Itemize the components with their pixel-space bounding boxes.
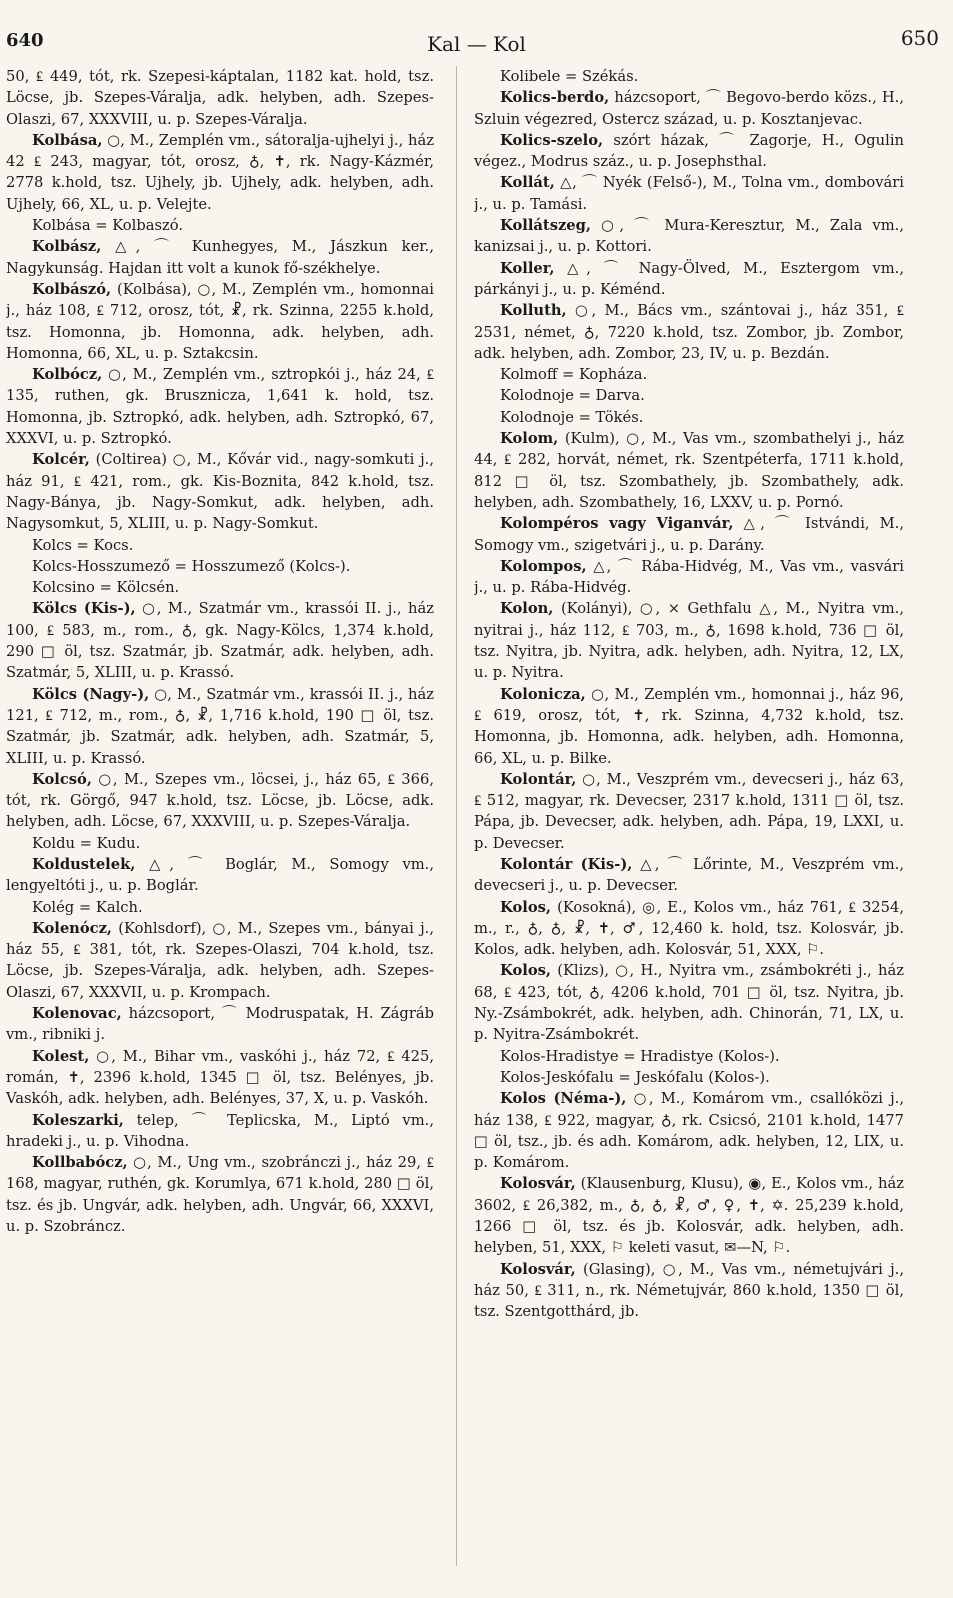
entry-headword: Kolontár (Kis-), [500,855,633,873]
gazetteer-entry [474,300,904,364]
gazetteer-entry [6,556,434,577]
entry-text: Kolos-Jeskófalu = Jeskófalu (Kolos-). [500,1068,770,1086]
gazetteer-entry [6,897,434,918]
gazetteer-entry [6,236,434,279]
entry-text: Kolbása = Kolbaszó. [32,217,184,235]
gazetteer-entry [6,1152,434,1237]
gazetteer-entry [474,258,904,301]
entry-headword: Kolosvár, [500,1175,576,1193]
entry-text: ○, ⌒ Mura-Keresztur, M., Zala vm., kanizsai j., u. p. Kottori. [474,217,904,256]
gazetteer-entry [6,918,434,1003]
page-number-left: 640 [6,30,44,51]
gazetteer-entry [474,215,904,258]
entry-text: Kolibele = Székás. [500,68,639,85]
entry-text: Kolmoff = Kopháza. [500,366,648,384]
entry-text: Kolodnoje = Tökés. [500,408,644,426]
entry-text: (Glasing), ○, M., Vas vm., németujvári j., ház 50, ₤ 311, n., rk. Németujvár, 860 k.hold, 1350 □ öl, tsz. Szentgotthárd, jb. [474,1260,904,1321]
entry-text: ○, M., Zemplén vm., homonnai j., ház 96, ₤ 619, orosz, tót, ✝, rk. Szinna, 4,732 k.hold, tsz. Homonna, jb. Homonna, adk. helyben, adh. Homonna, 66, XL, u. p. Bilke. [474,685,904,767]
entry-headword: Koleszarki, [32,1111,124,1129]
entry-headword: Kolbász, [32,238,102,256]
entry-text: 50, ₤ 449, tót, rk. Szepesi-káptalan, 1182 kat. hold, tsz. Löcse, jb. Szepes-Váralja, adk. helyben, adh. Szepes-Olaszi, 67, XXXVIII, u. p. Szepes-Váralja. [6,68,434,128]
entry-headword: Kolonicza, [500,685,586,703]
page-number-right: 650 [900,26,939,50]
entry-text: házcsoport, ⌒ Begovo-berdo közs., H., Szluin végezred, Ostercz század, u. p. Kosztanjevac. [474,89,904,128]
gazetteer-entry [474,684,904,769]
entry-text: telep, ⌒ Teplicska, M., Liptó vm., hradeki j., u. p. Vihodna. [6,1111,434,1150]
gazetteer-entry [6,769,434,833]
entry-text: △, ⌒ Kunhegyes, M., Jászkun ker., Nagykunság. Hajdan itt volt a kunok fő-székhelye. [6,238,434,277]
entry-text: (Kulm), ○, M., Vas vm., szombathelyi j., ház 44, ₤ 282, horvát, német, rk. Szentpéterfa, 1711 k.hold, 812 □ öl, tsz. Szombathely, jb. Szombathely, adk. helyben, adh. Szombathely, 16, LXXV, u. p. Pornó. [474,430,904,511]
gazetteer-entry [474,1067,904,1088]
gazetteer-entry [474,513,904,556]
gazetteer-entry [6,684,434,769]
entry-text: (Kolbása), ○, M., Zemplén vm., homonnai j., ház 108, ₤ 712, orosz, tót, ☧, rk. Szinna, 2255 k.hold, tsz. Homonna, jb. Homonna, adk. helyben, adh. Homonna, 66, XL, u. p. Sztakcsin. [6,280,434,362]
entry-headword: Kölcs (Kis-), [32,600,136,618]
entry-text: ○, M., Szatmár vm., krassói II. j., ház 100, ₤ 583, m., rom., ♁, gk. Nagy-Kölcs, 1,374 k.hold, 290 □ öl, tsz. Szatmár, jb. Szatmár, adk. helyben, adh. Szatmár, 5, XLIII, u. p. Krassó. [6,600,434,682]
gazetteer-entry [6,279,434,364]
entry-text: Kolos-Hradistye = Hradistye (Kolos-). [500,1047,780,1065]
gazetteer-entry [6,854,434,897]
entry-text: ○, M., Bács vm., szántovai j., ház 351, ₤ 2531, német, ♁, 7220 k.hold, tsz. Zombor, jb. Zombor, adk. helyben, adh. Zombor, 23, IV, u. p. Bezdán. [474,302,904,362]
entry-text: Kolodnoje = Darva. [500,387,645,405]
entry-headword: Kolom, [500,430,559,448]
gazetteer-entry [6,1046,434,1110]
gazetteer-entry [6,364,434,449]
entry-text: ○, M., Zemplén vm., sztropkói j., ház 24, ₤ 135, ruthen, gk. Brusznicza, 1,641 k. hold, tsz. Homonna, jb. Sztropkó, adk. helyben, adh. Sztropkó, 67, XXXVI, u. p. Sztropkó. [6,366,434,448]
gazetteer-entry [474,407,904,428]
gazetteer-entry [474,1259,904,1323]
entry-text: ○, M., Veszprém vm., devecseri j., ház 63, ₤ 512, magyar, rk. Devecser, 2317 k.hold, 1311 □ öl, tsz. Pápa, jb. Devecser, adk. helyben, adh. Pápa, 19, LXXI, u. p. Devecser. [474,770,904,852]
gazetteer-entry [474,897,904,961]
gazetteer-entry [474,172,904,215]
gazetteer-entry [6,449,434,534]
gazetteer-entry [6,66,434,130]
gazetteer-entry [6,577,434,598]
entry-headword: Kolenovac, [32,1005,122,1023]
entry-text: △, ⌒ Boglár, M., Somogy vm., lengyeltóti j., u. p. Boglár. [6,855,434,895]
entry-headword: Kolbócz, [32,366,103,384]
entry-text: Kolcs = Kocs. [32,536,134,554]
gazetteer-entry [6,535,434,556]
entry-text: házcsoport, ⌒ Modruspatak, H. Zágráb vm., ribniki j. [6,1005,434,1044]
entry-headword: Kolbása, [32,131,103,149]
column-divider [456,66,457,1566]
gazetteer-entry [474,87,904,130]
entry-headword: Kölcs (Nagy-), [32,685,150,703]
gazetteer-entry [474,1173,904,1258]
entry-text: ○, M., Zemplén vm., sátoralja-ujhelyi j., ház 42 ₤ 243, magyar, tót, orosz, ♁, ✝, rk. Nagy-Kázmér, 2778 k.hold, tsz. Ujhely, jb. Ujhely, adk. helyben, adh. Ujhely, 66, XL, u. p. Velejte. [6,131,434,213]
entry-text: △, ⌒ Lőrinte, M., Veszprém vm., devecseri j., u. p. Devecser. [474,855,904,895]
entry-headword: Kollát, [500,174,555,192]
entry-headword: Kolenócz, [32,919,113,937]
entry-text: (Coltirea) ○, M., Kővár vid., nagy-somkuti j., ház 91, ₤ 421, rom., gk. Kis-Boznita, 842 k.hold, tsz. Nagy-Bánya, jb. Nagy-Somkut, adk. helyben, adh. Nagysomkut, 5, XLIII, u. p. Nagy-Somkut. [6,451,434,533]
gazetteer-entry [474,1046,904,1067]
entry-text: △, ⌒ Rába-Hidvég, M., Vas vm., vasvári j., u. p. Rába-Hidvég. [474,557,904,597]
gazetteer-entry [474,385,904,406]
gazetteer-entry [474,960,904,1045]
entry-text: △, ⌒ Nagy-Ölved, M., Esztergom vm., párkányi j., u. p. Kéménd. [474,259,904,298]
entry-text: ○, M., Komárom vm., csallóközi j., ház 138, ₤ 922, magyar, ♁, rk. Csicsó, 2101 k.hold, 1477 □ öl, tsz., jb. és adh. Komárom, adk. helyben, 12, LIX, u. p. Komárom. [474,1090,904,1172]
entry-text: ○, M., Szatmár vm., krassói II. j., ház 121, ₤ 712, m., rom., ♁, ☧, 1,716 k.hold, 190 □ öl, tsz. Szatmár, jb. Szatmár, adk. helyben, adh. Szatmár, 5, XLIII, u. p. Krassó. [6,685,434,767]
gazetteer-entry [474,130,904,173]
entry-headword: Kolosvár, [500,1260,576,1278]
entry-text: ○, M., Ung vm., szobránczi j., ház 29, ₤ 168, magyar, ruthén, gk. Korumlya, 671 k.hold, 280 □ öl, tsz. és jb. Ungvár, adk. helyben, adh. Ungvár, 66, XXXVI, u. p. Szobráncz. [6,1154,434,1236]
entry-headword: Koller, [500,259,555,277]
entry-text: ○, M., Bihar vm., vaskóhi j., ház 72, ₤ 425, román, ✝, 2396 k.hold, 1345 □ öl, tsz. Belényes, jb. Vaskóh, adk. helyben, adh. Belényes, 37, X, u. p. Vaskóh. [6,1047,434,1108]
gazetteer-entry [474,364,904,385]
left-column [6,66,434,1566]
entry-headword: Kolos, [500,962,551,980]
gazetteer-entry [6,130,434,215]
entry-headword: Kolontár, [500,770,577,788]
gazetteer-entry [474,428,904,513]
gazetteer-entry [6,215,434,236]
entry-text: (Klizs), ○, H., Nyitra vm., zsámbokréti j., ház 68, ₤ 423, tót, ♁, 4206 k.hold, 701 □ öl, tsz. Nyitra, jb. Ny.-Zsámbokrét, adk. helyben, adh. Chinorán, 71, LX, u. p. Nyitra-Zsámbokrét. [474,962,904,1044]
entry-headword: Kolcsó, [32,770,92,788]
entry-text: (Kolányi), ○, ⨯ Gethfalu △, M., Nyitra vm., nyitrai j., ház 112, ₤ 703, m., ♁, 1698 k.hold, 736 □ öl, tsz. Nyitra, jb. Nyitra, adk. helyben, adh. Nyitra, 12, LX, u. p. Nyitra. [474,600,904,682]
entry-headword: Kolos (Néma-), [500,1090,627,1108]
entry-text: ○, M., Szepes vm., löcsei, j., ház 65, ₤ 366, tót, rk. Görgő, 947 k.hold, tsz. Löcse, jb. Löcse, adk. helyben, adh. Löcse, 67, XXXVIII, u. p. Szepes-Váralja. [6,770,434,831]
entry-text: (Klausenburg, Klusu), ◉, E., Kolos vm., ház 3602, ₤ 26,382, m., ♁, ♁, ☧, ♂, ♀, ✝, ✡. 25,239 k.hold, 1266 □ öl, tsz. és jb. Kolosvár, adk. helyben, adh. helyben, 51, XXX, ⚐ keleti vasut, ✉—N, ⚐. [474,1175,904,1257]
entry-text: (Kohlsdorf), ○, M., Szepes vm., bányai j., ház 55, ₤ 381, tót, rk. Szepes-Olaszi, 704 k.hold, tsz. Löcse, jb. Szepes-Váralja, adk. helyben, adh. Szepes-Olaszi, 67, XXXVII, u. p. Krompach. [6,919,434,1001]
entry-text: Kolcsino = Kölcsén. [32,579,180,597]
entry-text: △, ⌒ Istvándi, M., Somogy vm., szigetvári j., u. p. Darány. [474,515,904,554]
gazetteer-entry [474,66,904,87]
gazetteer-entry [6,598,434,683]
gazetteer-entry [6,1110,434,1153]
entry-text: Koldu = Kudu. [32,834,141,852]
entry-headword: Kolos, [500,898,551,916]
entry-headword: Kolics-szelo, [500,131,604,149]
gazetteer-entry [6,833,434,854]
running-head: Kal — Kol [427,32,526,56]
entry-text: (Kosokná), ◎, E., Kolos vm., ház 761, ₤ 3254, m., r., ♁, ♁, ☧, ✝, ♂, 12,460 k. hold, tsz. Kolosvár, jb. Kolos, adk. helyben, adh. Kolosvár, 51, XXX, ⚐. [474,898,904,959]
entry-headword: Kolcér, [32,451,90,469]
gazetteer-entry [6,1003,434,1046]
entry-headword: Kolics-berdo, [500,89,610,107]
entry-text: Kolég = Kalch. [32,898,143,916]
gazetteer-entry [474,1088,904,1173]
entry-text: Kolcs-Hosszumező = Hosszumező (Kolcs-). [32,557,351,575]
entry-headword: Kollbabócz, [32,1154,128,1172]
entry-headword: Kolest, [32,1047,90,1065]
right-column [474,66,904,1566]
entry-text: △, ⌒ Nyék (Felső-), M., Tolna vm., dombovári j., u. p. Tamási. [474,174,904,213]
entry-headword: Kolon, [500,600,554,618]
gazetteer-entry [474,598,904,683]
gazetteer-entry [474,769,904,854]
gazetteer-entry [474,854,904,897]
entry-headword: Koldustelek, [32,855,136,873]
entry-headword: Kolompéros vagy Viganvár, [500,515,734,533]
entry-headword: Kolluth, [500,302,567,320]
entry-headword: Kolbászó, [32,280,112,298]
gazetteer-entry [474,556,904,599]
entry-headword: Kollátszeg, [500,217,592,235]
page-header [0,26,953,56]
entry-text: szórt házak, ⌒ Zagorje, H., Ogulin végez., Modrus száz., u. p. Josephsthal. [474,131,904,171]
entry-headword: Kolompos, [500,557,587,575]
